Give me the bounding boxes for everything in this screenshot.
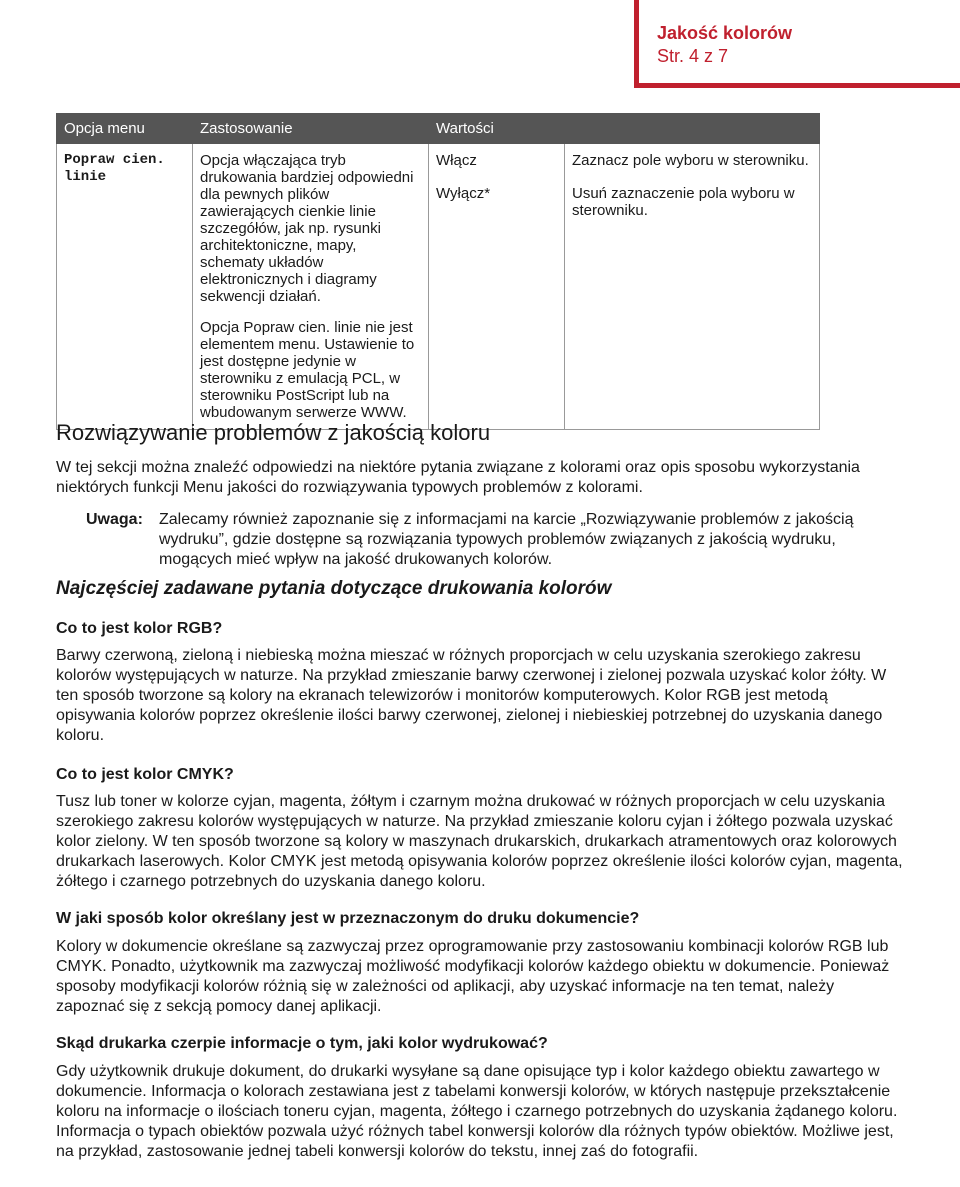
note-label: Uwaga:: [86, 511, 143, 528]
table-row: [57, 144, 820, 430]
column-header-option: Opcja menu: [57, 114, 193, 144]
menu-options-table: [56, 113, 820, 430]
column-header-usage: Zastosowanie: [193, 114, 429, 144]
value-item: Włącz: [436, 152, 477, 169]
faq-answer: Tusz lub toner w kolorze cyjan, magenta, żółtym i czarnym można drukować w różnych proporcjach w celu uzyskania szerokiego zakresu kolorów występujących w naturze. Na przykład zmieszanie koloru cyjan i żółtego pozwala uzyskać kolor zielony. W ten sposób tworzone są kolory w maszynach drukarskich, drukarkach atramentowych oraz kolorowych drukarkach laserowych. Kolor CMYK jest metodą opisywania kolorów poprzez określenie ilości kolorów cyjan, magenta, żółtego i czarnego potrzebnych do uzyskania danego koloru.: [56, 793, 903, 890]
page-header: [634, 0, 960, 88]
value-description: Usuń zaznaczenie pola wyboru w sterowniku.: [572, 185, 795, 219]
note-text: Zalecamy również zapoznanie się z informacjami na karcie „Rozwiązywanie problemów z jakością wydruku”, gdzie dostępne są rozwiązania typowych problemów związanych z jakością wydruku, mogących mieć wpływ na jakość drukowanych kolorów.: [159, 511, 854, 568]
section-intro: W tej sekcji można znaleźć odpowiedzi na niektóre pytania związane z kolorami oraz opis sposobu wykorzystania niektórych funkcji Menu jakości do rozwiązywania typowych problemów z kolorami.: [56, 459, 860, 496]
value-description: Zaznacz pole wyboru w sterowniku.: [572, 152, 809, 169]
usage-cell: [193, 144, 429, 430]
faq-question: Co to jest kolor CMYK?: [56, 766, 234, 783]
faq-title: Najczęściej zadawane pytania dotyczące drukowania kolorów: [56, 578, 612, 599]
column-header-values: Wartości: [429, 114, 820, 144]
header-title: Jakość kolorów: [657, 23, 793, 43]
option-name: Popraw cien. linie: [57, 144, 193, 430]
faq-answer: Gdy użytkownik drukuje dokument, do drukarki wysyłane są dane opisujące typ i kolor każdego obiektu zawartego w dokumencie. Informacja o kolorach zestawiana jest z tabelami konwersji kolorów, w których następuje przekształcenie koloru na informacje o ilościach toneru cyjan, magenta, żółtego i czarnego potrzebnych do uzyskania żądanego koloru. Informacja o typach obiektów pozwala użyć różnych tabel konwersji kolorów dla różnych typów obiektów. Możliwe jest, na przykład, zastosowanie jednej tabeli konwersji kolorów do tekstu, innej zaś do fotografii.: [56, 1063, 898, 1160]
faq-answer: Barwy czerwoną, zieloną i niebieską można mieszać w różnych proporcjach w celu uzyskania szerokiego zakresu kolorów występujących w naturze. Na przykład zmieszanie barwy czerwonej i zielonej pozwala uzyskać kolor żółty. W ten sposób tworzone są kolory na ekranach telewizorów i monitorów komputerowych. Kolor RGB jest metodą opisywania kolorów poprzez określenie ilości barwy czerwonej, zielonej i niebieskiej potrzebnej do uzyskania danego koloru.: [56, 647, 887, 744]
usage-paragraph: Opcja włączająca tryb drukowania bardziej odpowiedni dla pewnych plików zawierających cienkie linie szczegółów, jak np. rysunki architektoniczne, mapy, schematy układów elektronicznych i diagramy sekwencji działań.: [200, 152, 414, 305]
section-title: Rozwiązywanie problemów z jakością koloru: [56, 420, 491, 445]
value-description-cell: [565, 144, 820, 430]
values-cell: [429, 144, 565, 430]
faq-answer: Kolory w dokumencie określane są zazwyczaj przez oprogramowanie przy zastosowaniu kombinacji kolorów RGB lub CMYK. Ponadto, użytkownik ma zazwyczaj możliwość modyfikacji kolorów każdego obiektu w dokumencie. Ponieważ sposoby modyfikacji kolorów różnią się w zależności od aplikacji, aby uzyskać informacje na ten temat, należy zapoznać się z sekcją pomocy danej aplikacji.: [56, 938, 890, 1015]
faq-question: W jaki sposób kolor określany jest w przeznaczonym do druku dokumencie?: [56, 910, 640, 927]
page-number: Str. 4 z 7: [657, 46, 729, 66]
value-item: Wyłącz*: [436, 185, 491, 202]
faq-question: Co to jest kolor RGB?: [56, 620, 223, 637]
table-header-row: [57, 114, 820, 144]
faq-question: Skąd drukarka czerpie informacje o tym, jaki kolor wydrukować?: [56, 1035, 548, 1052]
usage-paragraph: Opcja Popraw cien. linie nie jest elementem menu. Ustawienie to jest dostępne jedynie w sterowniku z emulacją PCL, w sterowniku PostScript lub na wbudowanym serwerze WWW.: [200, 319, 415, 421]
